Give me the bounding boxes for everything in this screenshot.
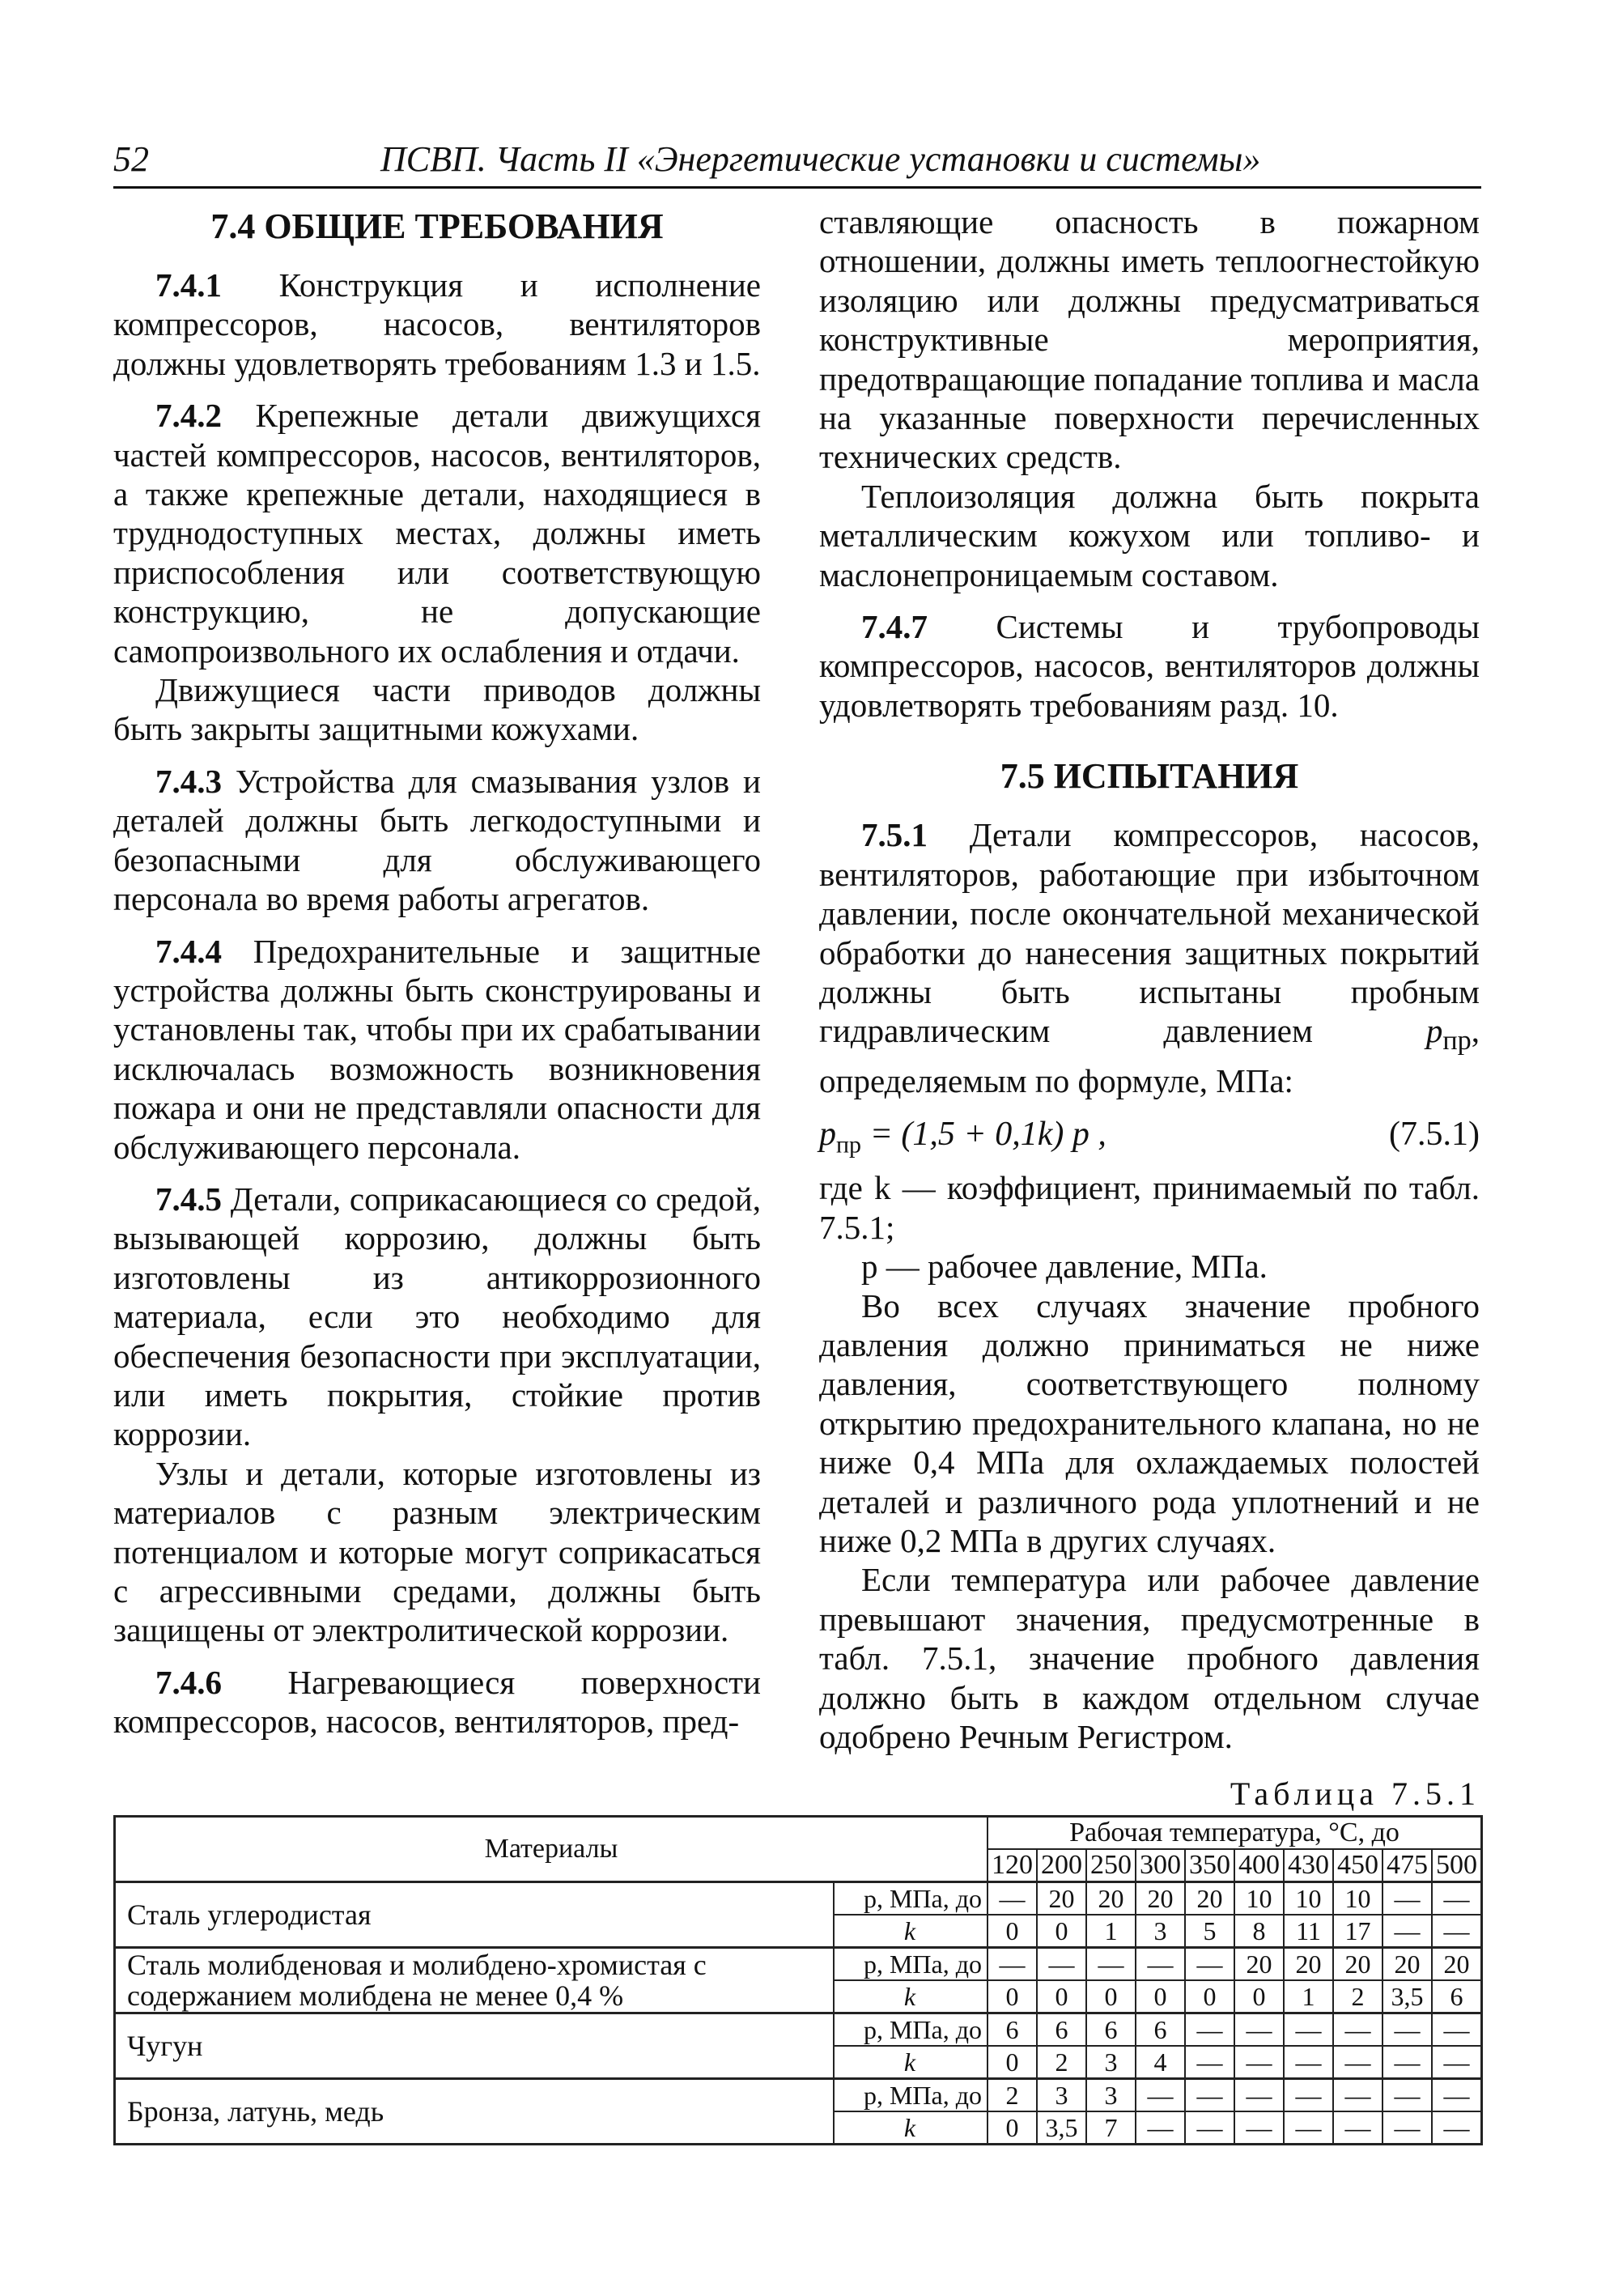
pressure-cell: 6	[1136, 2013, 1185, 2047]
param-label-k: k	[834, 1980, 988, 2013]
temp-cell: 500	[1432, 1849, 1482, 1882]
k-cell: 2	[1037, 2046, 1086, 2079]
param-label-p: p, МПа, до	[834, 2079, 988, 2112]
pressure-cell: 3	[1037, 2079, 1086, 2112]
left-column	[113, 202, 761, 1741]
symbol-p: p	[1425, 1012, 1443, 1050]
k-cell: —	[1383, 1915, 1432, 1948]
k-cell: —	[1432, 2046, 1482, 2079]
k-cell: —	[1383, 2046, 1432, 2079]
k-cell: —	[1333, 2046, 1383, 2079]
k-cell: —	[1185, 2046, 1234, 2079]
temp-cell: 300	[1136, 1849, 1185, 1882]
clause-number: 7.4.1	[155, 266, 222, 304]
pressure-cell: 6	[1037, 2013, 1086, 2047]
section-title-7-5: 7.5 ИСПЫТАНИЯ	[1000, 756, 1299, 797]
clause-number: 7.5.1	[861, 816, 928, 854]
pressure-cell: —	[1383, 2079, 1432, 2112]
paragraph-7-4-2	[113, 396, 761, 670]
header-temperature: Рабочая температура, °С, до	[988, 1817, 1482, 1850]
k-cell: 11	[1284, 1915, 1333, 1948]
pressure-cell: —	[1136, 2079, 1185, 2112]
where-k: где k — коэффициент, принимаемый по табл. 7.5.1;	[819, 1169, 1480, 1246]
clause-tail: , определяемым по формуле, МПа:	[819, 1012, 1480, 1099]
pressure-cell: 20	[1037, 1882, 1086, 1915]
k-cell: —	[1284, 2046, 1333, 2079]
running-title: ПСВП. Часть II «Энергетические установки и системы»	[380, 139, 1261, 179]
pressure-cell: —	[1383, 2013, 1432, 2047]
pressure-cell: —	[1432, 2013, 1482, 2047]
page-number: 52	[113, 139, 149, 179]
clause-text: Нагревающиеся поверхности компрессоров, насосов, вентиляторов, пред-	[113, 1663, 761, 1741]
temp-cell: 200	[1037, 1849, 1086, 1882]
k-cell: —	[1432, 2111, 1482, 2145]
k-cell: 0	[1136, 1980, 1185, 2013]
k-cell: —	[1185, 2111, 1234, 2145]
running-header	[113, 128, 1481, 189]
formula-lhs: p	[819, 1116, 836, 1154]
material-name: Чугун	[115, 2013, 835, 2079]
k-cell: 0	[1185, 1980, 1234, 2013]
material-name: Бронза, латунь, медь	[115, 2079, 835, 2145]
formula-expression	[819, 1115, 1106, 1165]
paragraph-7-4-6-continued: ставляющие опасность в пожарном отношении, должны иметь теплоогнестойкую изоляцию или должны предусматриваться конструктивные мероприятия, предотвращающие попадание топлива и масла на указанные поверхности перечисленных технических средств.	[819, 203, 1480, 476]
formula-7-5-1	[819, 1107, 1480, 1165]
symbol-subscript: пр	[1442, 1026, 1472, 1057]
k-cell: 2	[1333, 1980, 1383, 2013]
k-cell: 0	[1037, 1915, 1086, 1948]
pressure-cell: —	[1185, 2013, 1234, 2047]
table-row	[115, 2013, 1482, 2047]
section-title-7-4: 7.4 ОБЩИЕ ТРЕБОВАНИЯ	[210, 206, 664, 246]
param-label-k: k	[834, 1915, 988, 1948]
k-cell: —	[1333, 2111, 1383, 2145]
k-cell: 6	[1432, 1980, 1482, 2013]
param-label-p: p, МПа, до	[834, 2013, 988, 2047]
k-cell: 3,5	[1037, 2111, 1086, 2145]
k-cell: —	[1432, 1915, 1482, 1948]
pressure-cell: 6	[988, 2013, 1037, 2047]
right-column	[819, 202, 1480, 1756]
pressure-cell: 20	[1383, 1948, 1432, 1981]
temp-cell: 350	[1185, 1849, 1234, 1882]
table-caption: Таблица 7.5.1	[1230, 1775, 1480, 1812]
pressure-cell: 10	[1333, 1882, 1383, 1915]
pressure-cell: 20	[1086, 1882, 1136, 1915]
temp-cell: 430	[1284, 1849, 1333, 1882]
header-materials: Материалы	[115, 1817, 988, 1882]
table-row	[115, 2079, 1482, 2112]
pressure-cell: —	[1185, 1948, 1234, 1981]
temp-cell: 250	[1086, 1849, 1136, 1882]
material-name: Сталь углеродистая	[115, 1882, 835, 1948]
clause-number: 7.4.3	[155, 762, 222, 800]
pressure-cell: —	[988, 1948, 1037, 1981]
clause-text: Конструкция и исполнение компрессоров, насосов, вентиляторов должны удовлетворять требованиям 1.3 и 1.5.	[113, 266, 761, 382]
where-p: p — рабочее давление, МПа.	[861, 1248, 1268, 1286]
pressure-cell: —	[1284, 2079, 1333, 2112]
k-cell: —	[1234, 2111, 1284, 2145]
temp-cell: 400	[1234, 1849, 1284, 1882]
formula-lhs-subscript: пр	[836, 1131, 862, 1159]
pressure-cell: —	[988, 1882, 1037, 1915]
paragraph-7-4-5	[113, 1180, 761, 1454]
k-cell: 7	[1086, 2111, 1136, 2145]
pressure-cell: 20	[1234, 1948, 1284, 1981]
paragraph-7-4-1	[113, 266, 761, 383]
temp-cell: 475	[1383, 1849, 1432, 1882]
k-cell: 0	[988, 2111, 1037, 2145]
k-cell: 0	[988, 1980, 1037, 2013]
pressure-cell: —	[1234, 2079, 1284, 2112]
k-cell: 1	[1284, 1980, 1333, 2013]
pressure-cell: —	[1086, 1948, 1136, 1981]
paragraph-7-4-4	[113, 932, 761, 1167]
pressure-cell: 20	[1432, 1948, 1482, 1981]
materials-table-body	[115, 1882, 1482, 2145]
k-cell: 0	[1234, 1980, 1284, 2013]
paragraph-7-5-1	[819, 815, 1480, 1100]
pressure-cell: —	[1383, 1882, 1432, 1915]
pressure-cell: 20	[1284, 1948, 1333, 1981]
k-cell: 5	[1185, 1915, 1234, 1948]
table-row	[115, 1882, 1482, 1915]
pressure-cell: 3	[1086, 2079, 1136, 2112]
temp-cell: 120	[988, 1849, 1037, 1882]
paragraph-7-4-5-b: Узлы и детали, которые изготовлены из материалов с разным электрическим потенциалом и которые могут соприкасаться с агрессивными средами, должны быть защищены от электролитической коррозии.	[113, 1454, 761, 1649]
clause-text: Крепежные детали движущихся частей компрессоров, насосов, вентиляторов, а также крепежные детали, находящиеся в труднодоступных местах, должны иметь приспособления или соответствующую конструкцию, не допускающие самопроизвольного их ослабления и отдачи.	[113, 397, 761, 670]
pressure-cell: 10	[1234, 1882, 1284, 1915]
pressure-cell: 20	[1136, 1882, 1185, 1915]
k-cell: 3,5	[1383, 1980, 1432, 2013]
pressure-cell: 20	[1185, 1882, 1234, 1915]
clause-number: 7.4.6	[155, 1663, 222, 1701]
clause-text: Детали компрессоров, насосов, вентиляторов, работающие при избыточном давлении, после окончательной механической обработки до нанесения защитных покрытий должны быть испытаны пробным гидравлическим давлением	[819, 816, 1480, 1050]
k-cell: 0	[988, 2046, 1037, 2079]
paragraph-7-4-6	[113, 1663, 761, 1741]
k-cell: 3	[1136, 1915, 1185, 1948]
formula-rhs: = (1,5 + 0,1k) p ,	[861, 1116, 1106, 1154]
k-cell: 0	[1086, 1980, 1136, 2013]
pressure-cell: 20	[1333, 1948, 1383, 1981]
k-cell: —	[1284, 2111, 1333, 2145]
paragraph-7-4-3	[113, 762, 761, 919]
materials-table	[113, 1815, 1483, 2145]
pressure-cell: 2	[988, 2079, 1037, 2112]
clause-text: Предохранительные и защитные устройства должны быть сконструированы и установлены так, чтобы при их срабатывании исключалась возможность возникновения пожара и они не представляли опасности для обслуживающего персонала.	[113, 932, 761, 1166]
clause-number: 7.4.4	[155, 932, 222, 970]
pressure-cell: —	[1333, 2079, 1383, 2112]
clause-number: 7.4.2	[155, 397, 222, 435]
k-cell: 8	[1234, 1915, 1284, 1948]
material-name: Сталь молибденовая и молибдено-хромистая с содержанием молибдена не менее 0,4 %	[115, 1948, 835, 2013]
k-cell: —	[1383, 2111, 1432, 2145]
clause-number: 7.4.5	[155, 1180, 222, 1218]
k-cell: 3	[1086, 2046, 1136, 2079]
param-label-k: k	[834, 2111, 988, 2145]
k-cell: 1	[1086, 1915, 1136, 1948]
table-row	[115, 1948, 1482, 1981]
formula-number: (7.5.1)	[1389, 1116, 1480, 1154]
paragraph-7-4-7	[819, 607, 1480, 725]
pressure-cell: —	[1136, 1948, 1185, 1981]
pressure-cell: —	[1432, 1882, 1482, 1915]
param-label-k: k	[834, 2046, 988, 2079]
clause-text: Детали, соприкасающиеся со средой, вызывающей коррозию, должны быть изготовлены из антикоррозионного материала, если это необходимо для обеспечения безопасности при эксплуатации, или иметь покрытия, стойкие против коррозии.	[113, 1180, 761, 1453]
pressure-cell: —	[1234, 2013, 1284, 2047]
pressure-cell: 6	[1086, 2013, 1136, 2047]
paragraph-7-5-1-c: Если температура или рабочее давление превышают значения, предусмотренные в табл. 7.5.1, значение пробного давления должно быть в каждом отдельном случае одобрено Речным Регистром.	[819, 1561, 1480, 1755]
clause-number: 7.4.7	[861, 608, 928, 646]
pressure-cell: —	[1432, 2079, 1482, 2112]
pressure-cell: —	[1185, 2079, 1234, 2112]
param-label-p: p, МПа, до	[834, 1948, 988, 1981]
pressure-cell: —	[1037, 1948, 1086, 1981]
k-cell: 17	[1333, 1915, 1383, 1948]
param-label-p: p, МПа, до	[834, 1882, 988, 1915]
clause-text: Устройства для смазывания узлов и деталей должны быть легкодоступными и безопасными для обслуживающего персонала во время работы агрегатов.	[113, 762, 761, 918]
pressure-cell: —	[1333, 2013, 1383, 2047]
k-cell: —	[1234, 2046, 1284, 2079]
paragraph-7-4-6-b: Теплоизоляция должна быть покрыта металлическим кожухом или топливо- и маслонепроницаемым составом.	[819, 477, 1480, 593]
k-cell: —	[1136, 2111, 1185, 2145]
pressure-cell: 10	[1284, 1882, 1333, 1915]
k-cell: 0	[1037, 1980, 1086, 2013]
k-cell: 4	[1136, 2046, 1185, 2079]
paragraph-7-4-2-b: Движущиеся части приводов должны быть закрыты защитными кожухами.	[113, 671, 761, 748]
k-cell: 0	[988, 1915, 1037, 1948]
pressure-cell: —	[1284, 2013, 1333, 2047]
temp-cell: 450	[1333, 1849, 1383, 1882]
paragraph-7-5-1-b: Во всех случаях значение пробного давления должно приниматься не ниже давления, соответствующего полному открытию предохранительного клапана, но не ниже 0,4 МПа для охлаждаемых полостей деталей и различного рода уплотнений и не ниже 0,2 МПа в других случаях.	[819, 1286, 1480, 1559]
clause-text: Системы и трубопроводы компрессоров, насосов, вентиляторов должны удовлетворять требованиям разд. 10.	[819, 608, 1480, 724]
